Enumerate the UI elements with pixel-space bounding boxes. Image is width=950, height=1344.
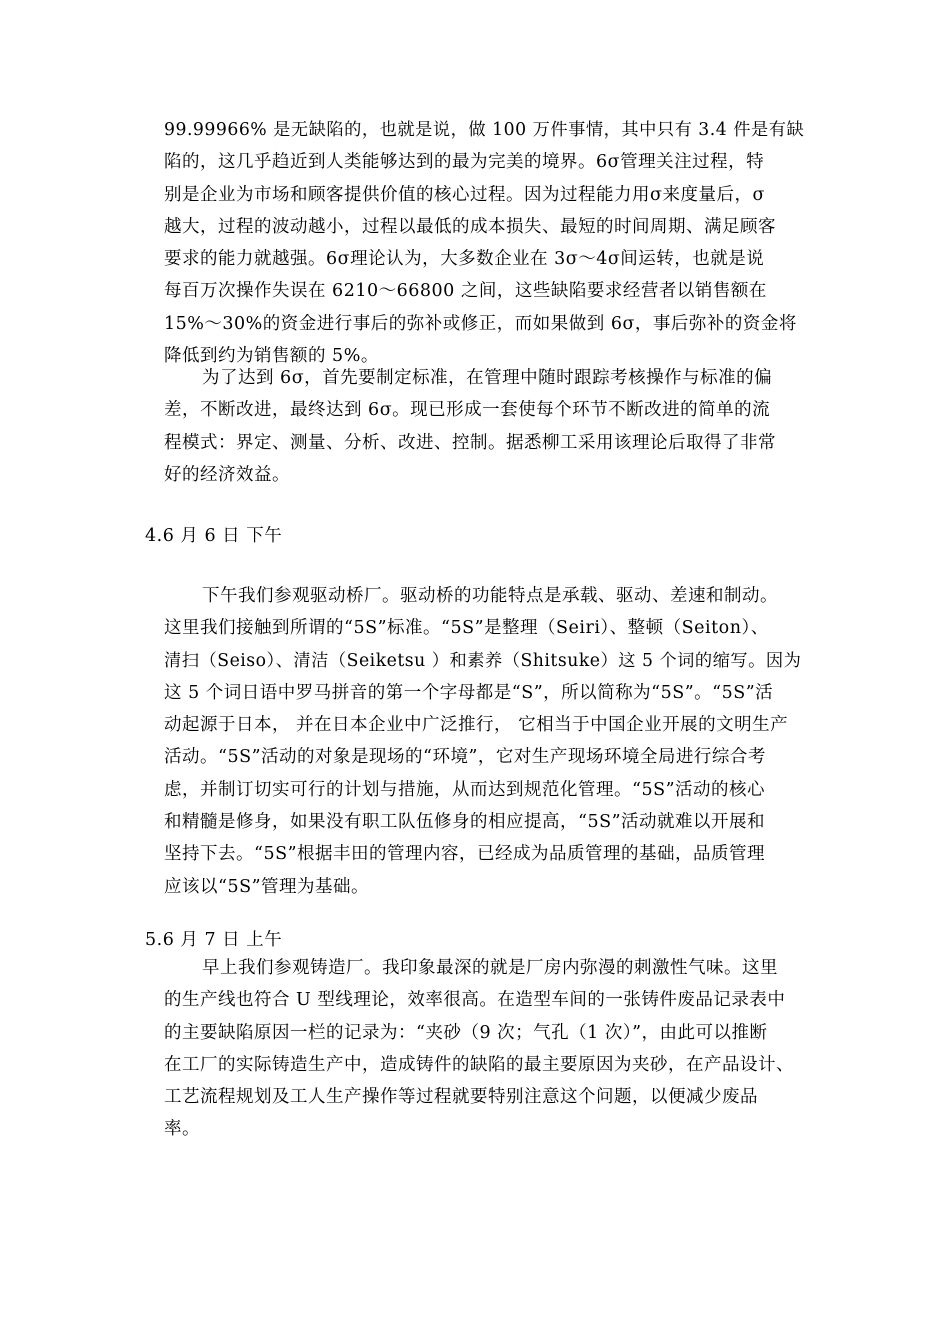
text-line: 应该以“5S”管理为基础。 [164, 876, 370, 897]
text-line: 别是企业为市场和顾客提供价值的核心过程。因为过程能力用σ来度量后，σ [164, 184, 765, 205]
text-line: 差，不断改进，最终达到 6σ。现已形成一套使每个环节不断改进的简单的流 [164, 400, 771, 421]
text-line: 这 5 个词日语中罗马拼音的第一个字母都是“S”，所以简称为“5S”。“5S”活 [164, 682, 774, 703]
text-line: 工艺流程规划及工人生产操作等过程就要特别注意这个问题，以便减少废品 [164, 1087, 758, 1108]
text-line: 动起源于日本， 并在日本企业中广泛推行， 它相当于中国企业开展的文明生产 [164, 715, 789, 736]
text-line: 清扫（Seiso）、清洁（Seiketsu ）和素养（Shitsuke）这 5 个词的缩写。因为 [164, 650, 802, 671]
text-line: 程模式：界定、测量、分析、改进、控制。据悉柳工采用该理论后取得了非常 [164, 432, 776, 453]
paragraph-six-sigma-definition [164, 114, 806, 372]
text-line: 为了达到 6σ，首先要制定标准，在管理中随时跟踪考核操作与标准的偏 [202, 368, 773, 388]
paragraph-six-sigma-process [164, 362, 806, 491]
text-line: 在工厂的实际铸造生产中，造成铸件的缺陷的最主要原因为夹砂，在产品设计、 [164, 1054, 794, 1075]
text-line: 虑，并制订切实可行的计划与措施，从而达到规范化管理。“5S”活动的核心 [164, 779, 766, 800]
section-heading-4: 4.6 月 6 日 下午 [145, 526, 283, 546]
text-line: 坚持下去。“5S”根据丰田的管理内容，已经成为品质管理的基础，品质管理 [164, 844, 766, 865]
text-line: 每百万次操作失误在 6210～66800 之间，这些缺陷要求经营者以销售额在 [164, 281, 767, 302]
text-line: 降低到约为销售额的 5%。 [164, 346, 379, 367]
text-line: 的生产线也符合 U 型线理论，效率很高。在造型车间的一张铸件废品记录表中 [164, 990, 786, 1011]
text-line: 好的经济效益。 [164, 464, 290, 485]
text-line: 15%～30%的资金进行事后的弥补或修正，而如果做到 6σ，事后弥补的资金将 [164, 313, 797, 334]
text-line: 陷的，这几乎趋近到人类能够达到的最为完美的境界。6σ管理关注过程，特 [164, 152, 765, 173]
paragraph-5s-standard [164, 580, 806, 903]
section-heading-5: 5.6 月 7 日 上午 [145, 930, 283, 950]
text-line: 活动。“5S”活动的对象是现场的“环境”，它对生产现场环境全局进行综合考 [164, 747, 766, 768]
text-line: 这里我们接触到所谓的“5S”标准。“5S”是整理（Seiri）、整顿（Seiton）、 [164, 618, 769, 639]
text-line: 下午我们参观驱动桥厂。驱动桥的功能特点是承载、驱动、差速和制动。 [202, 586, 778, 606]
text-line: 的主要缺陷原因一栏的记录为：“夹砂（9 次；气孔（1 次）”，由此可以推断 [164, 1022, 768, 1043]
text-line: 和精髓是修身，如果没有职工队伍修身的相应提高，“5S”活动就难以开展和 [164, 812, 766, 833]
text-line: 99.99966% 是无缺陷的，也就是说，做 100 万件事情，其中只有 3.4 件是有缺 [164, 120, 805, 140]
text-line: 越大，过程的波动越小，过程以最低的成本损失、最短的时间周期、满足顾客 [164, 216, 776, 237]
text-line: 早上我们参观铸造厂。我印象最深的就是厂房内弥漫的刺激性气味。这里 [202, 958, 778, 978]
text-line: 率。 [164, 1119, 200, 1140]
paragraph-foundry-visit [164, 952, 806, 1146]
text-line: 要求的能力就越强。6σ理论认为，大多数企业在 3σ～4σ间运转，也就是说 [164, 249, 765, 270]
